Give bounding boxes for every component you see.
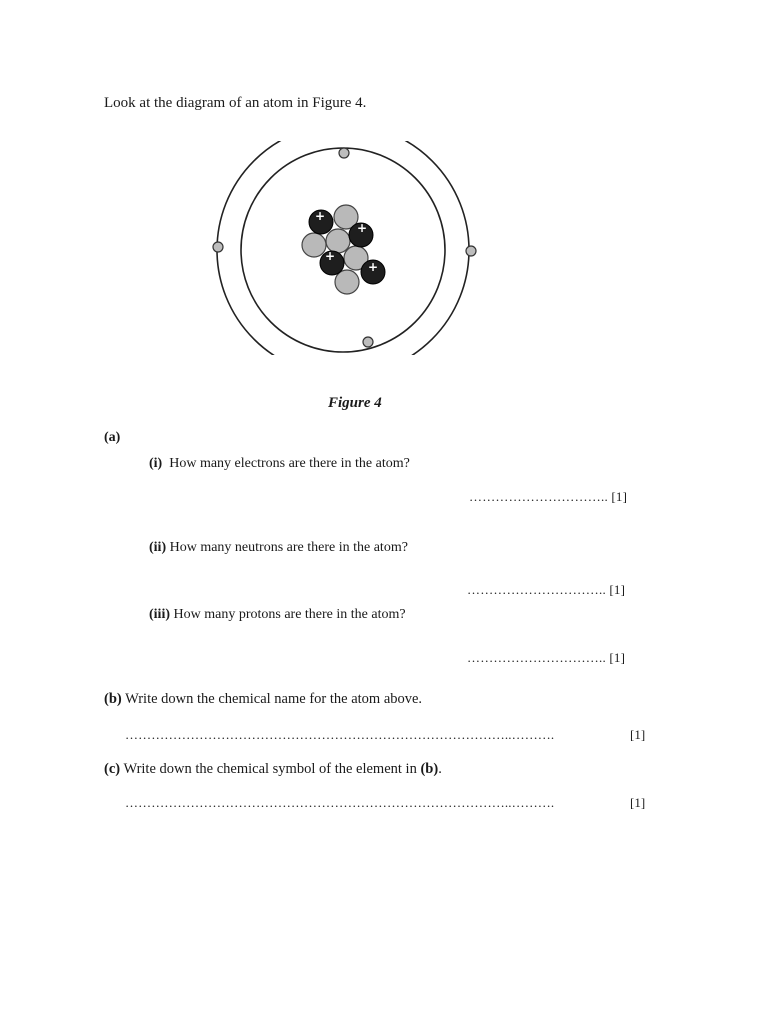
electron <box>363 337 373 347</box>
question-b <box>104 691 422 708</box>
answer-line-b[interactable]: ……………………………………………………………………………..………. <box>125 727 555 742</box>
answer-line-a-i[interactable]: ………………………….. [1] <box>469 489 628 504</box>
marks-b: [1] <box>630 727 646 742</box>
intro-text: Look at the diagram of an atom in Figure 4. <box>104 95 367 111</box>
question-label: (b) <box>104 691 122 707</box>
question-reference: (b) <box>420 761 439 777</box>
proton-plus-sign: + <box>356 221 368 235</box>
question-text: How many electrons are there in the atom? <box>169 456 410 471</box>
question-number: (ii) <box>149 540 167 555</box>
nucleus <box>302 205 385 294</box>
answer-line-c[interactable]: ……………………………………………………………………………..………. <box>125 795 555 810</box>
question-c <box>104 761 442 778</box>
question-text: Write down the chemical name for the atom above. <box>125 691 423 707</box>
neutron <box>302 233 326 257</box>
question-number: (i) <box>149 456 163 471</box>
proton-plus-sign: + <box>324 249 336 263</box>
proton-plus-sign: + <box>314 209 326 223</box>
question-number: (iii) <box>149 607 170 622</box>
electron <box>213 242 223 252</box>
answer-line-a-ii[interactable]: ………………………….. [1] <box>467 582 626 597</box>
question-label: (c) <box>104 761 121 777</box>
question-a-ii <box>149 540 408 556</box>
question-end: . <box>438 761 442 777</box>
question-text: How many neutrons are there in the atom? <box>169 540 408 555</box>
proton-plus-sign: + <box>367 260 379 274</box>
question-text: Write down the chemical symbol of the element in <box>123 761 417 777</box>
answer-line-a-iii[interactable]: ………………………….. [1] <box>467 650 626 665</box>
question-a-iii <box>149 607 406 623</box>
figure-caption: Figure 4 <box>328 395 382 411</box>
electron <box>466 246 476 256</box>
part-a-label: (a) <box>104 430 121 445</box>
question-a-i <box>149 456 410 472</box>
atom-diagram <box>208 141 480 355</box>
marks-c: [1] <box>630 795 646 810</box>
electron <box>339 148 349 158</box>
question-text: How many protons are there in the atom? <box>173 607 406 622</box>
